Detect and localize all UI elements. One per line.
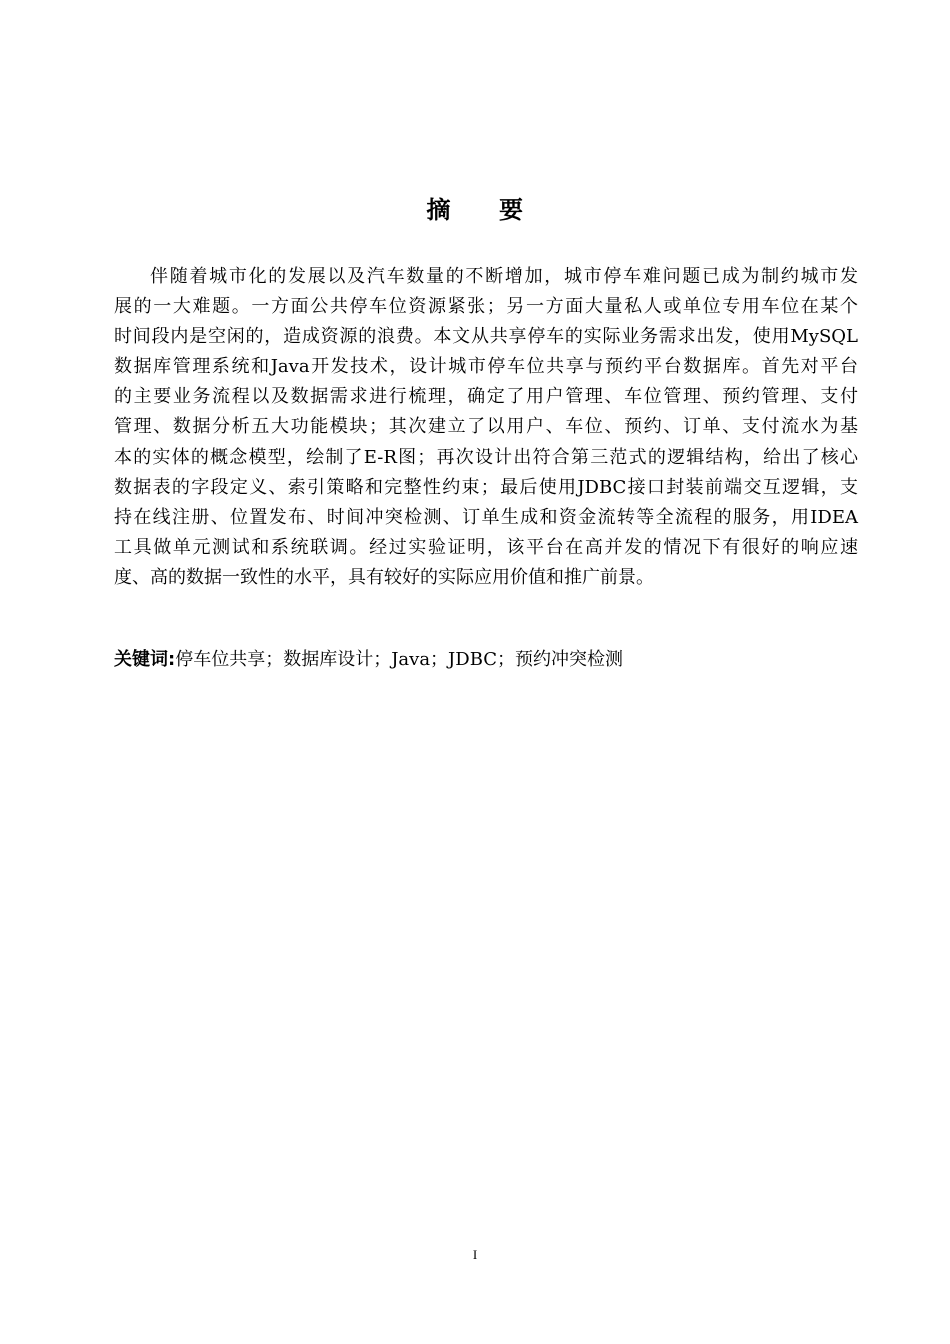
abstract-line: 持在线注册、位置发布、时间冲突检测、订单生成和资金流转等全流程的服务，用IDEA xyxy=(114,506,858,528)
abstract-title-char: 摘 xyxy=(426,196,451,224)
abstract-title xyxy=(0,192,950,228)
abstract-line: 数据库管理系统和Java开发技术，设计城市停车位共享与预约平台数据库。首先对平台 xyxy=(114,356,858,378)
abstract-body xyxy=(114,262,858,593)
abstract-line: 数据表的字段定义、索引策略和完整性约束；最后使用JDBC接口封装前端交互逻辑，支 xyxy=(114,476,858,498)
keywords-line xyxy=(114,646,623,674)
abstract-line: 本的实体的概念模型，绘制了E-R图；再次设计出符合第三范式的逻辑结构，给出了核心 xyxy=(114,446,858,468)
keywords-text: 停车位共享；数据库设计；Java；JDBC；预约冲突检测 xyxy=(175,649,624,670)
abstract-line: 时间段内是空闲的，造成资源的浪费。本文从共享停车的实际业务需求出发，使用MySQL xyxy=(114,326,858,348)
abstract-line: 工具做单元测试和系统联调。经过实验证明，该平台在高并发的情况下有很好的响应速 xyxy=(114,536,858,558)
abstract-line: 度、高的数据一致性的水平，具有较好的实际应用价值和推广前景。 xyxy=(114,566,654,588)
page-number: I xyxy=(472,1247,478,1262)
abstract-line: 管理、数据分析五大功能模块；其次建立了以用户、车位、预约、订单、支付流水为基 xyxy=(114,416,858,438)
abstract-title-char: 要 xyxy=(499,196,524,224)
abstract-line: 伴随着城市化的发展以及汽车数量的不断增加，城市停车难问题已成为制约城市发 xyxy=(150,266,858,287)
abstract-line: 展的一大难题。一方面公共停车位资源紧张；另一方面大量私人或单位专用车位在某个 xyxy=(114,296,858,318)
keywords-label: 关键词: xyxy=(114,649,176,670)
abstract-line: 的主要业务流程以及数据需求进行梳理，确定了用户管理、车位管理、预约管理、支付 xyxy=(114,386,858,408)
